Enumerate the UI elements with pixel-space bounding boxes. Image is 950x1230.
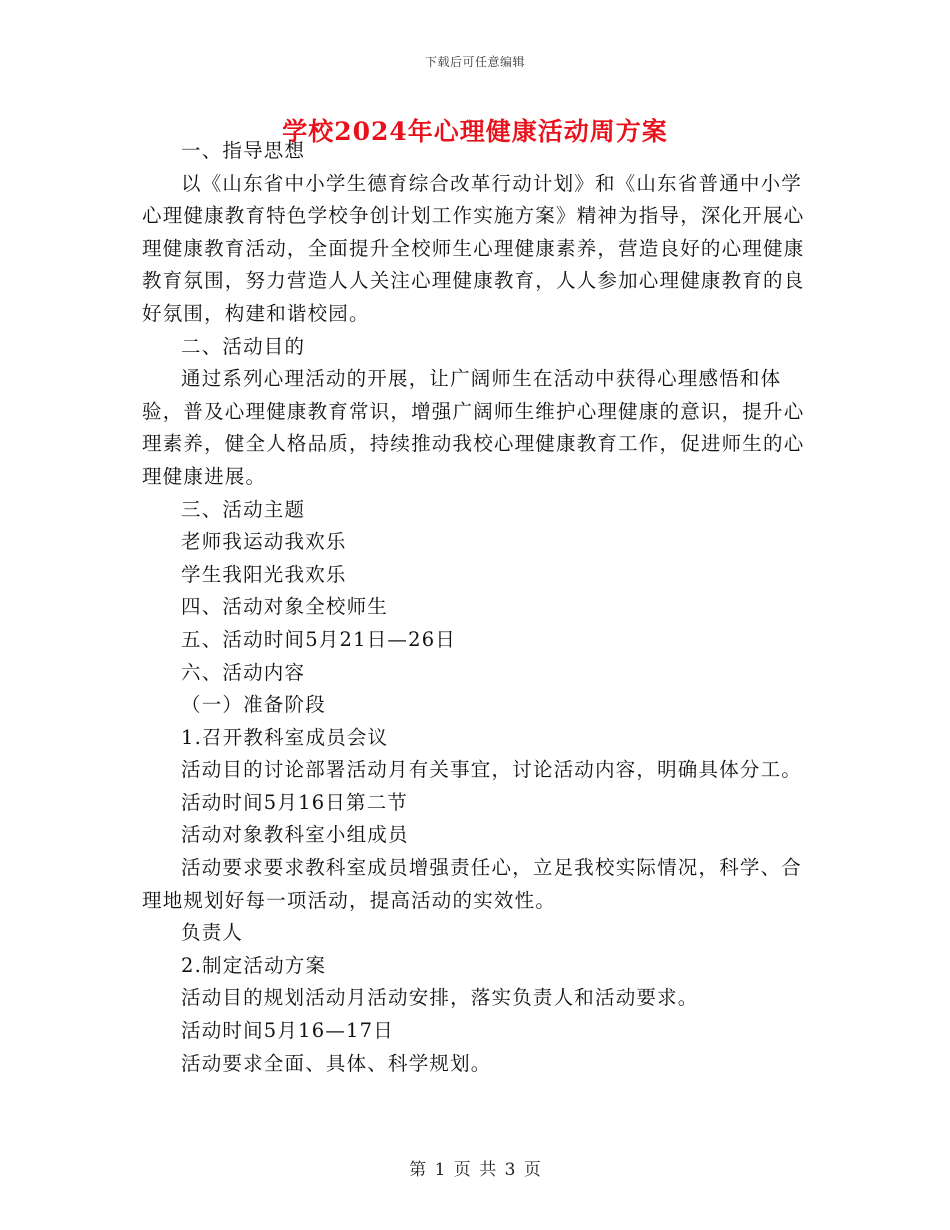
paragraph: 学生我阳光我欢乐 xyxy=(181,562,347,586)
paragraph: 通过系列心理活动的开展，让广阔师生在活动中获得心理感悟和体验，普及心理健康教育常识，增强广阔师生维护心理健康的意识，提升心理素养，健全人格品质，持续推动我校心理健康教育工作，促进师生的心理健康进展。 xyxy=(142,367,805,488)
document-body xyxy=(142,135,812,1080)
paragraph: 以《山东省中小学生德育综合改革行动计划》和《山东省普通中小学心理健康教育特色学校争创计划工作实施方案》精神为指导，深化开展心理健康教育活动，全面提升全校师生心理健康素养，营造良好的心理健康教育氛围，努力营造人人关注心理健康教育，人人参加心理健康教育的良好氛围，构建和谐校园。 xyxy=(142,171,805,325)
paragraph: 活动对象教科室小组成员 xyxy=(181,823,409,847)
paragraph: 活动要求全面、具体、科学规划。 xyxy=(181,1051,492,1075)
paragraph: 老师我运动我欢乐 xyxy=(181,530,347,554)
section-heading-activity-content: 六、活动内容 xyxy=(181,660,306,684)
paragraph: 活动要求要求教科室成员增强责任心，立足我校实际情况，科学、合理地规划好每一项活动，提高活动的实效性。 xyxy=(142,856,803,912)
list-item-heading: 2.制定活动方案 xyxy=(181,953,327,977)
list-item-heading: 1.召开教科室成员会议 xyxy=(181,725,389,749)
subsection-heading-preparation: （一）准备阶段 xyxy=(181,693,326,717)
paragraph: 活动时间5月16日第二节 xyxy=(181,790,409,814)
section-heading-activity-purpose: 二、活动目的 xyxy=(181,334,306,358)
paragraph: 活动目的讨论部署活动月有关事宜，讨论活动内容，明确具体分工。 xyxy=(181,758,803,782)
page-footer: 第 1 页 共 3 页 xyxy=(409,1160,541,1180)
header-note: 下载后可任意编辑 xyxy=(424,55,525,69)
paragraph: 活动时间5月16—17日 xyxy=(181,1019,394,1043)
paragraph: 负责人 xyxy=(181,921,244,945)
section-heading-activity-time: 五、活动时间5月21日—26日 xyxy=(181,627,457,651)
section-heading-guiding-ideology: 一、指导思想 xyxy=(181,139,306,162)
document-title: 学校2024年心理健康活动周方案 xyxy=(282,117,668,146)
section-heading-activity-theme: 三、活动主题 xyxy=(181,497,306,521)
paragraph: 活动目的规划活动月活动安排，落实负责人和活动要求。 xyxy=(181,986,699,1010)
section-heading-activity-target: 四、活动对象全校师生 xyxy=(181,595,389,619)
